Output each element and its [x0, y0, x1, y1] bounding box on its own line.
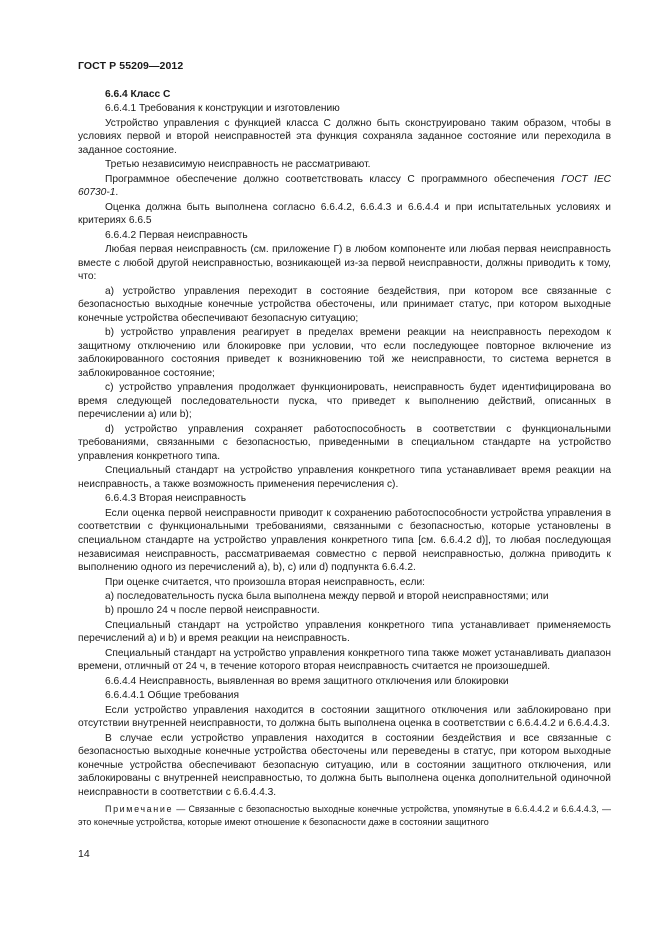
list-item: a) последовательность пуска была выполнена между первой и второй неисправностями; или [105, 590, 549, 602]
note-text: — Связанные с безопасностью выходные конечные устройства, упомянутые в 6.6.4.4.2 и 6.6.4.4.3, — это конечные устройства, которые имеют отношение к безопасности даже в состоянии защитного [78, 804, 611, 827]
paragraph-text: Программное обеспечение должно соответствовать классу С программного обеспечения [105, 173, 562, 185]
paragraph: При оценке считается, что произошла вторая неисправность, если: [105, 576, 425, 588]
list-item: b) прошло 24 ч после первой неисправности. [105, 605, 320, 617]
standard-reference: ГОСТ IEC 60730-1 [78, 173, 611, 199]
paragraph: Любая первая неисправность (см. приложение Г) в любом компоненте или любая первая неисправность вместе с любой другой неисправностью, возникающей из-за первой неисправности, должны приводить к тому, что: [78, 244, 611, 283]
paragraph: Если устройство управления находится в состоянии защитного отключения или заблокировано при отсутствии внутренней неисправности, то должна быть выполнена оценка в соответствии с 6.6.4.4.2 и 6.6.4.4.3. [78, 704, 611, 730]
subsection-title: 6.6.4.4.1 Общие требования [105, 690, 239, 702]
section-heading: 6.6.4 Класс С [105, 89, 171, 100]
list-item: b) устройство управления реагирует в пределах времени реакции на неисправность переходом к защитному отключению или блокировке при условии, что если последующее повторное включение из заблокированного состояния приведет к возникновению той же неисправности, то система вернется в заблокированное состояние; [78, 327, 611, 379]
document-body [78, 88, 611, 829]
note-label: Примечание [105, 804, 174, 815]
list-item: a) устройство управления переходит в состояние бездействия, при котором все связанные с безопасностью выходные конечные устройства обесточены, или принимает статус, при котором выходные конечные устройства обеспечивают безопасную ситуацию; [78, 285, 611, 324]
paragraph: 6.6.4.1 Требования к конструкции и изготовлению [105, 103, 340, 115]
paragraph: Специальный стандарт на устройство управления конкретного типа устанавливает время реакции на неисправность, а также возможность применения перечисления c). [78, 465, 611, 490]
paragraph: Оценка должна быть выполнена согласно 6.6.4.2, 6.6.4.3 и 6.6.4.4 и при испытательных условиях и критериях 6.6.5 [78, 201, 611, 227]
paragraph: Специальный стандарт на устройство управления конкретного типа устанавливает применяемость перечислений a) и b) и время реакции на неисправность. [78, 619, 611, 645]
list-item: c) устройство управления продолжает функционировать, неисправность будет идентифицирована во время следующей последовательности пуска, что приведет к выполнению действий, описанных в перечислении a) или b); [78, 382, 611, 421]
paragraph [78, 173, 611, 200]
paragraph-text: . [115, 187, 119, 199]
paragraph: Если оценка первой неисправности приводит к сохранению работоспособности устройства управления в соответствии с функциональными требованиями, связанными с безопасностью, которые установлены в специальном стандарте на устройство управления конкретного типа [см. 6.6.4.2 d)], то любая последующая независимая неисправность, рассматриваемая совместно с первой неисправностью, должна приводить к выполнению одного из перечислений a), b), c) или d) подпункта 6.6.4.2. [78, 507, 611, 574]
page-number: 14 [78, 848, 90, 860]
document-header-code: ГОСТ Р 55209—2012 [78, 60, 184, 72]
subsection-title: 6.6.4.3 Вторая неисправность [105, 493, 247, 505]
paragraph: Устройство управления с функцией класса С должно быть сконструировано таким образом, чтобы в условиях первой и второй неисправностей эта функция сохраняла заданное состояние или переходила в заданное состояние. [78, 117, 611, 156]
list-item: d) устройство управления сохраняет работоспособность в соответствии с функциональными требованиями, связанными с безопасностью, приведенными в специальном стандарте на устройство управления конкретного типа. [78, 423, 611, 463]
paragraph: Специальный стандарт на устройство управления конкретного типа также может устанавливать диапазон времени, отличный от 24 ч, в течение которого вторая неисправность считается не произошедшей. [78, 647, 611, 673]
paragraph: Третью независимую неисправность не рассматривают. [105, 159, 371, 171]
paragraph: В случае если устройство управления находится в состоянии бездействия и все связанные с безопасностью выходные конечные устройства обесточены или переведены в статус, при котором выходные конечные устройства обеспечивают безопасную ситуацию, или в состоянии защитного отключения, или заблокированы с внутренней неисправностью, то должна быть выполнена оценка дополнительной одиночной неисправности в соответствии с 6.6.4.4.3. [78, 732, 611, 798]
subsection-title: 6.6.4.4 Неисправность, выявленная во время защитного отключения или блокировки [105, 675, 509, 687]
subsection-title: 6.6.4.2 Первая неисправность [105, 229, 248, 241]
note [78, 803, 611, 828]
